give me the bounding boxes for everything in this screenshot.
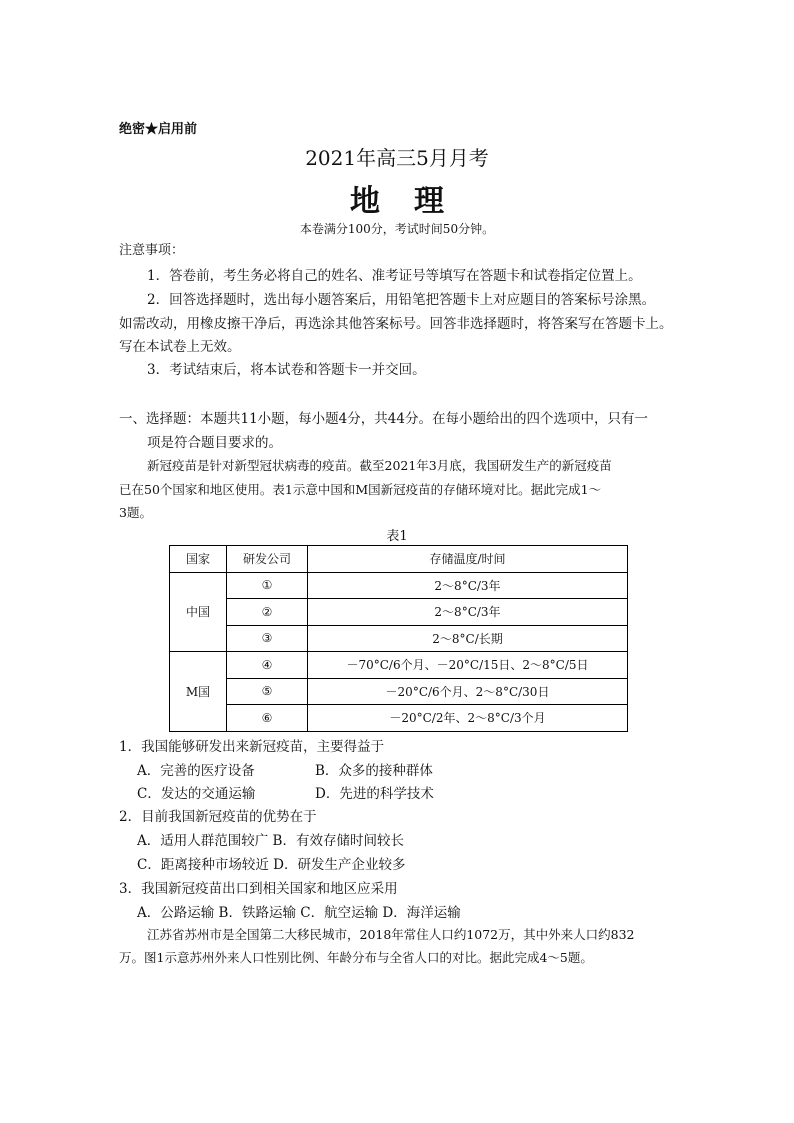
storage-cell: 2～8°C/3年	[308, 572, 628, 599]
question-2-options-cd: C．距离接种市场较近 D．研发生产企业较多	[137, 857, 406, 873]
company-cell: ②	[227, 599, 308, 626]
intro-line-3: 3题。	[119, 505, 152, 520]
question-2-options-ab: A．适用人群范围较广 B．有效存储时间较长	[137, 833, 404, 849]
confidential-label: 绝密★启用前	[119, 122, 198, 137]
passage-2-line-1: 江苏省苏州市是全国第二大移民城市，2018年常住人口约1072万，其中外来人口约832	[147, 927, 635, 942]
intro-line-2: 已在50个国家和地区使用。表1示意中国和M国新冠疫苗的存储环境对比。据此完成1～	[119, 482, 602, 497]
question-1-option-a: A．完善的医疗设备	[137, 763, 255, 779]
table-row	[170, 625, 628, 652]
subject-title: 地理	[350, 184, 478, 219]
question-3-stem: 3．我国新冠疫苗出口到相关国家和地区应采用	[119, 881, 398, 897]
table-row	[170, 599, 628, 626]
exam-title: 2021年高三5月月考	[305, 146, 489, 170]
notice-item-1: 1．答卷前，考生务必将自己的姓名、准考证号等填写在答题卡和试卷指定位置上。	[147, 268, 642, 284]
country-cell: 中国	[170, 572, 227, 652]
company-cell: ①	[227, 572, 308, 599]
table-row	[170, 705, 628, 732]
company-cell: ⑥	[227, 705, 308, 732]
intro-line-1: 新冠疫苗是针对新型冠状病毒的疫苗。截至2021年3月底，我国研发生产的新冠疫苗	[147, 458, 612, 473]
score-note: 本卷满分100分，考试时间50分钟。	[299, 222, 495, 236]
passage-2-line-2: 万。图1示意苏州外来人口性别比例、年龄分布与全省人口的对比。据此完成4～5题。	[119, 950, 593, 965]
table-row	[170, 572, 628, 599]
storage-cell: －20°C/2年、2～8°C/3个月	[308, 705, 628, 732]
question-1-option-b: B．众多的接种群体	[315, 763, 433, 779]
question-1-option-c: C．发达的交通运输	[137, 786, 256, 802]
question-1-option-d: D．先进的科学技术	[315, 786, 434, 802]
vaccine-storage-table	[169, 545, 628, 732]
storage-cell: 2～8°C/3年	[308, 599, 628, 626]
company-cell: ③	[227, 625, 308, 652]
table-row	[170, 678, 628, 705]
question-3-options: A．公路运输 B．铁路运输 C．航空运输 D．海洋运输	[137, 905, 461, 921]
country-cell: M国	[170, 652, 227, 732]
column-header: 国家	[170, 546, 227, 573]
section-heading-line-2: 项是符合题目要求的。	[147, 435, 282, 451]
question-2-stem: 2．目前我国新冠疫苗的优势在于	[119, 809, 317, 825]
notice-item-3: 3．考试结束后，将本试卷和答题卡一并交回。	[147, 362, 426, 378]
notice-item-2-line-3: 写在本试卷上无效。	[119, 339, 241, 355]
storage-cell: －70°C/6个月、－20°C/15日、2～8°C/5日	[308, 652, 628, 679]
notice-heading: 注意事项：	[119, 243, 185, 258]
company-cell: ⑤	[227, 678, 308, 705]
column-header: 研发公司	[227, 546, 308, 573]
storage-cell: 2～8°C/长期	[308, 625, 628, 652]
table-caption: 表1	[386, 529, 408, 544]
question-1-stem: 1．我国能够研发出来新冠疫苗，主要得益于	[119, 739, 385, 755]
table-row	[170, 652, 628, 679]
notice-item-2-line-1: 2．回答选择题时，选出每小题答案后，用铅笔把答题卡上对应题目的答案标号涂黑。	[147, 292, 656, 308]
storage-cell: －20°C/6个月、2～8°C/30日	[308, 678, 628, 705]
column-header: 存储温度/时间	[308, 546, 628, 573]
company-cell: ④	[227, 652, 308, 679]
section-heading-line-1: 一、选择题：本题共11小题，每小题4分，共44分。在每小题给出的四个选项中，只有一	[119, 411, 648, 427]
table-header-row	[170, 546, 628, 573]
notice-item-2-line-2: 如需改动，用橡皮擦干净后，再选涂其他答案标号。回答非选择题时，将答案写在答题卡上。	[119, 316, 673, 332]
